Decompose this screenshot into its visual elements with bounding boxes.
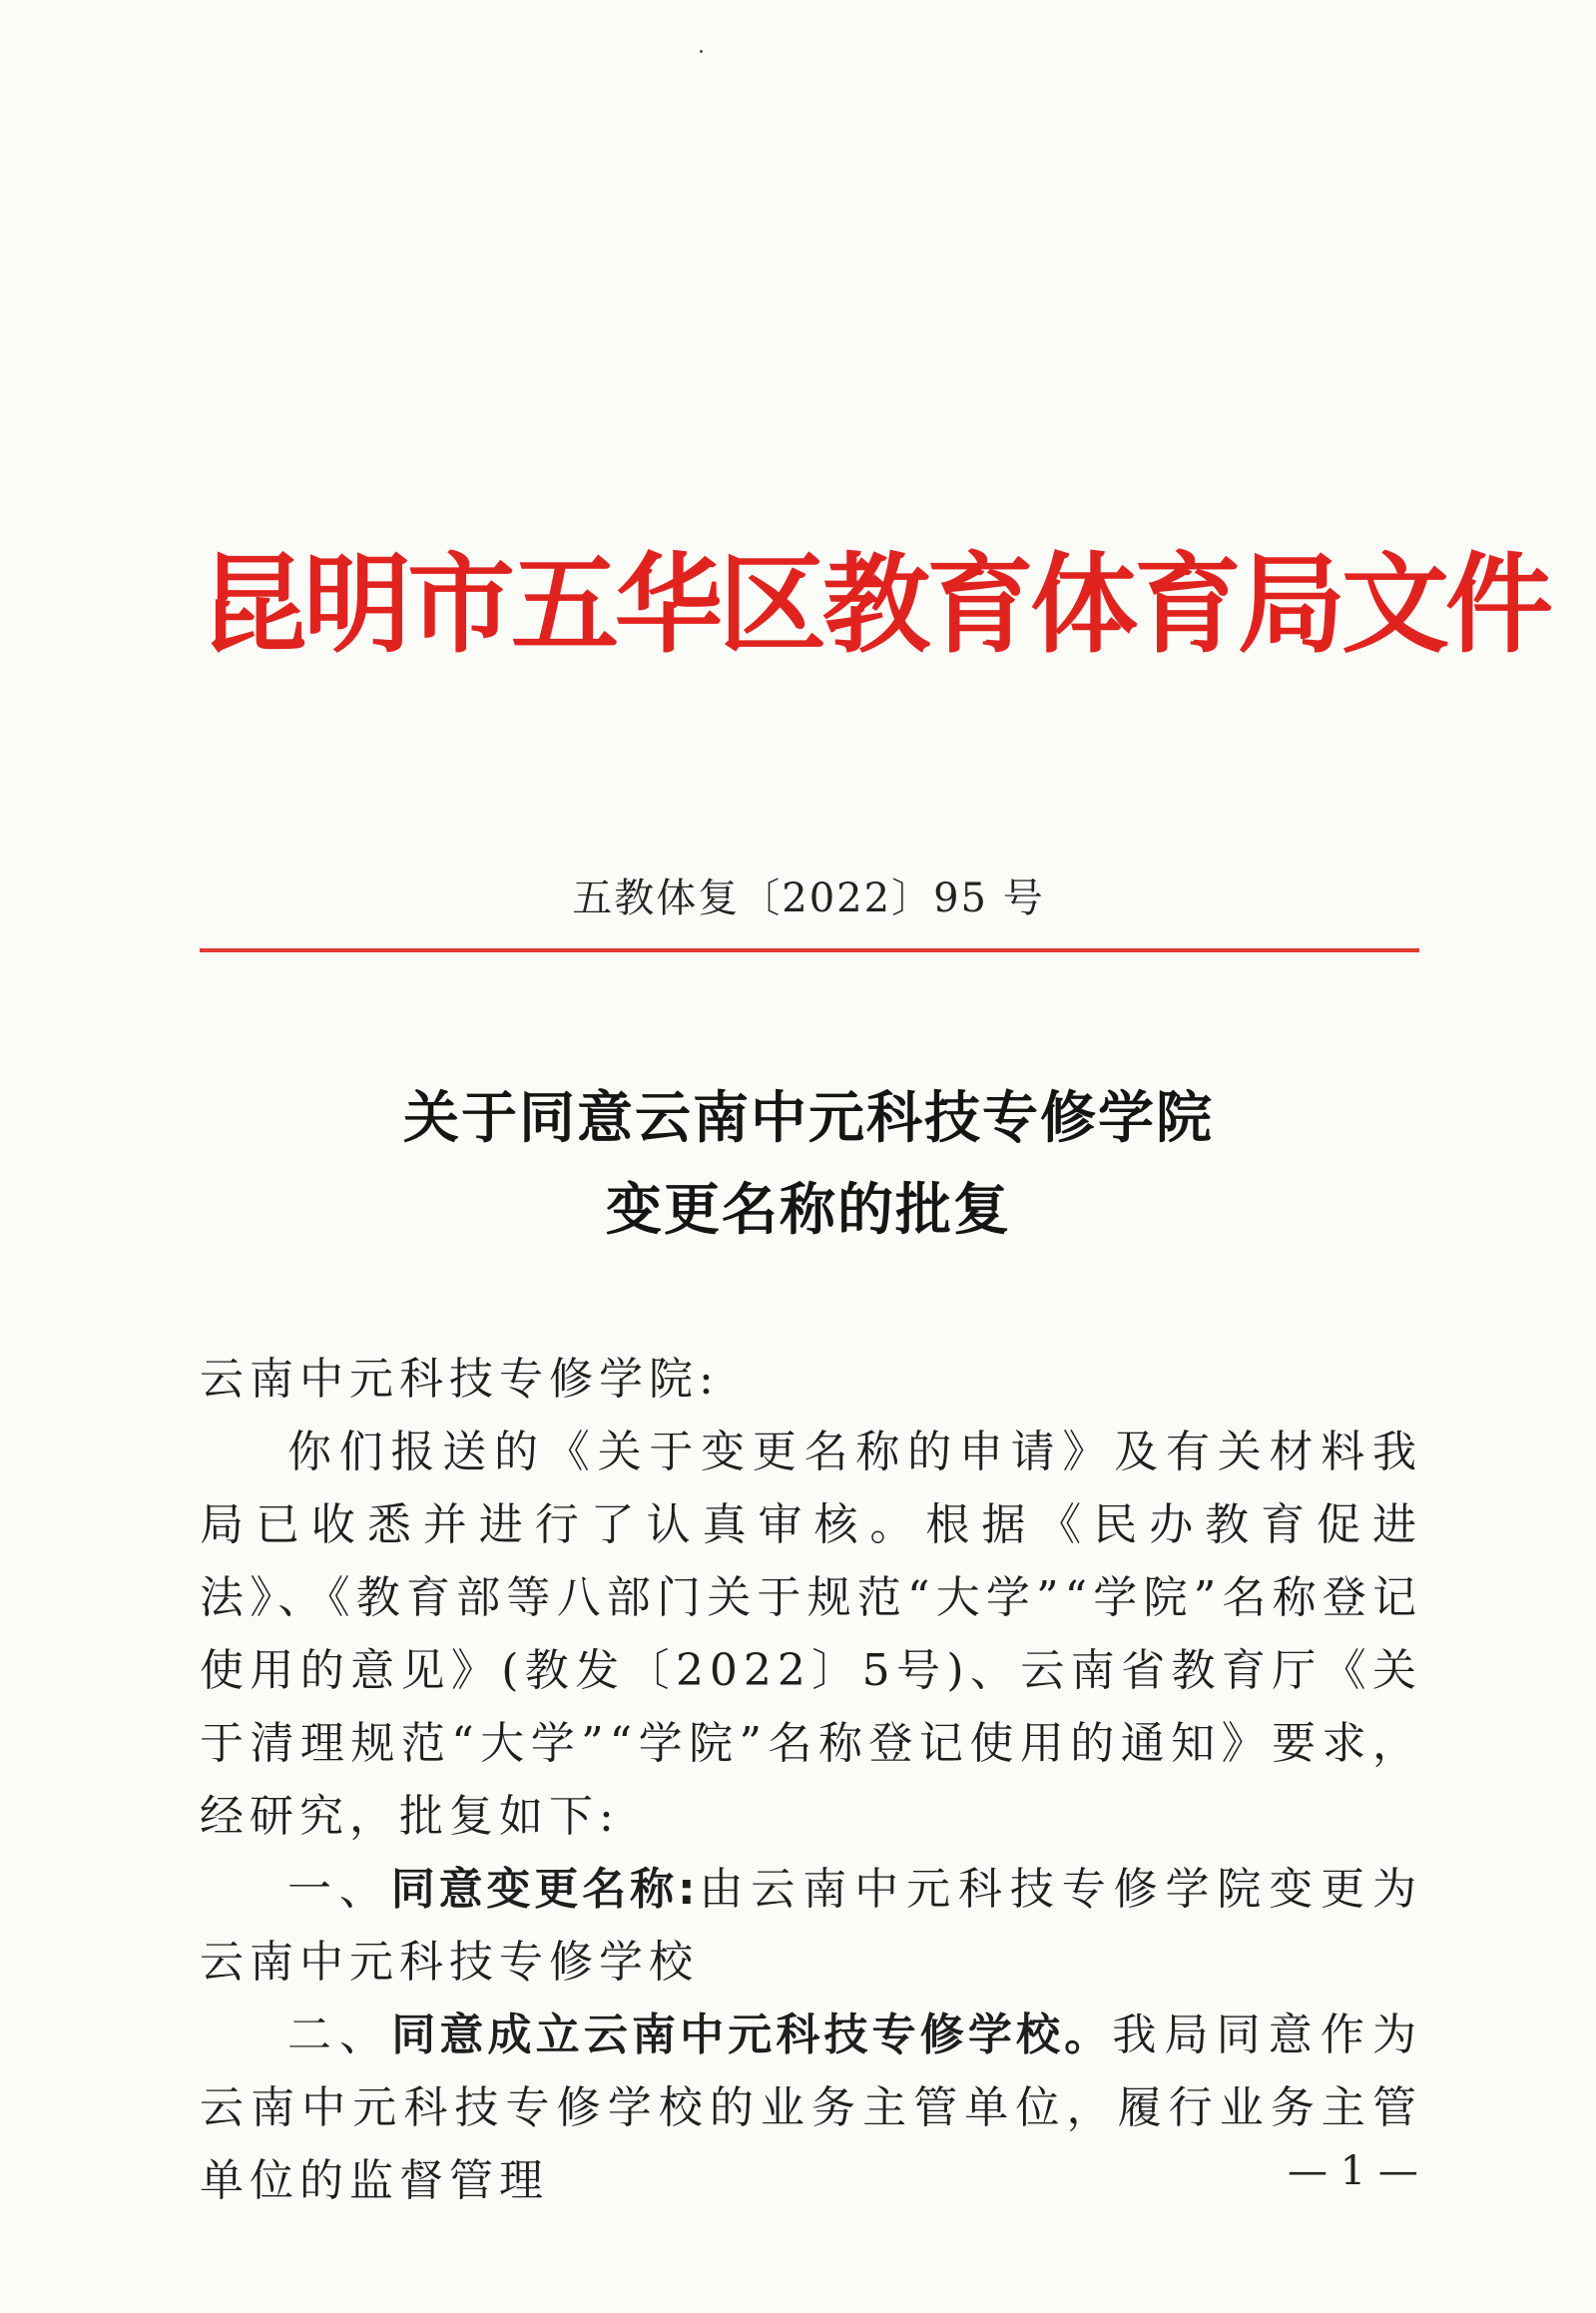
decision-item-1	[200, 1853, 1422, 1999]
salutation: 云南中元科技专修学院:	[200, 1354, 720, 1405]
item-1-text: 由云南中元科技专修学院变更为云南中元科技专修学校	[200, 1864, 1422, 1988]
document-body	[200, 1343, 1422, 2217]
issuer-masthead: 昆明市五华区教育体育局文件	[200, 543, 1550, 668]
item-1-heading: 同意变更名称:	[390, 1864, 698, 1915]
item-2-heading: 同意成立云南中元科技专修学校。	[391, 2010, 1113, 2060]
item-1-prefix: 一、	[287, 1864, 391, 1915]
scan-speck	[700, 50, 703, 53]
title-line-1: 关于同意云南中元科技专修学院	[403, 1086, 1214, 1151]
body-paragraph-1: 你们报送的《关于变更名称的申请》及有关材料我局已收悉并进行了认真审核。根据《民办教育促进法》、《教育部等八部门关于规范“大学”“学院”名称登记使用的意见》(教发〔2022〕5号)、云南省教育厅《关于清理规范“大学”“学院”名称登记使用的通知》要求，经研究，批复如下:	[200, 1427, 1422, 1842]
document-number: 五教体复〔2022〕95 号	[572, 875, 1045, 921]
page-number: — 1 —	[1288, 2148, 1418, 2194]
document-title	[200, 1073, 1417, 1257]
red-divider-line	[200, 948, 1419, 952]
item-2-text: 我局同意作为云南中元科技专修学校的业务主管单位，履行业务主管单位的监督管理	[200, 2010, 1423, 2206]
title-line-2: 变更名称的批复	[606, 1178, 1011, 1243]
item-2-prefix: 二、	[287, 2010, 392, 2060]
decision-item-2	[200, 1999, 1422, 2217]
